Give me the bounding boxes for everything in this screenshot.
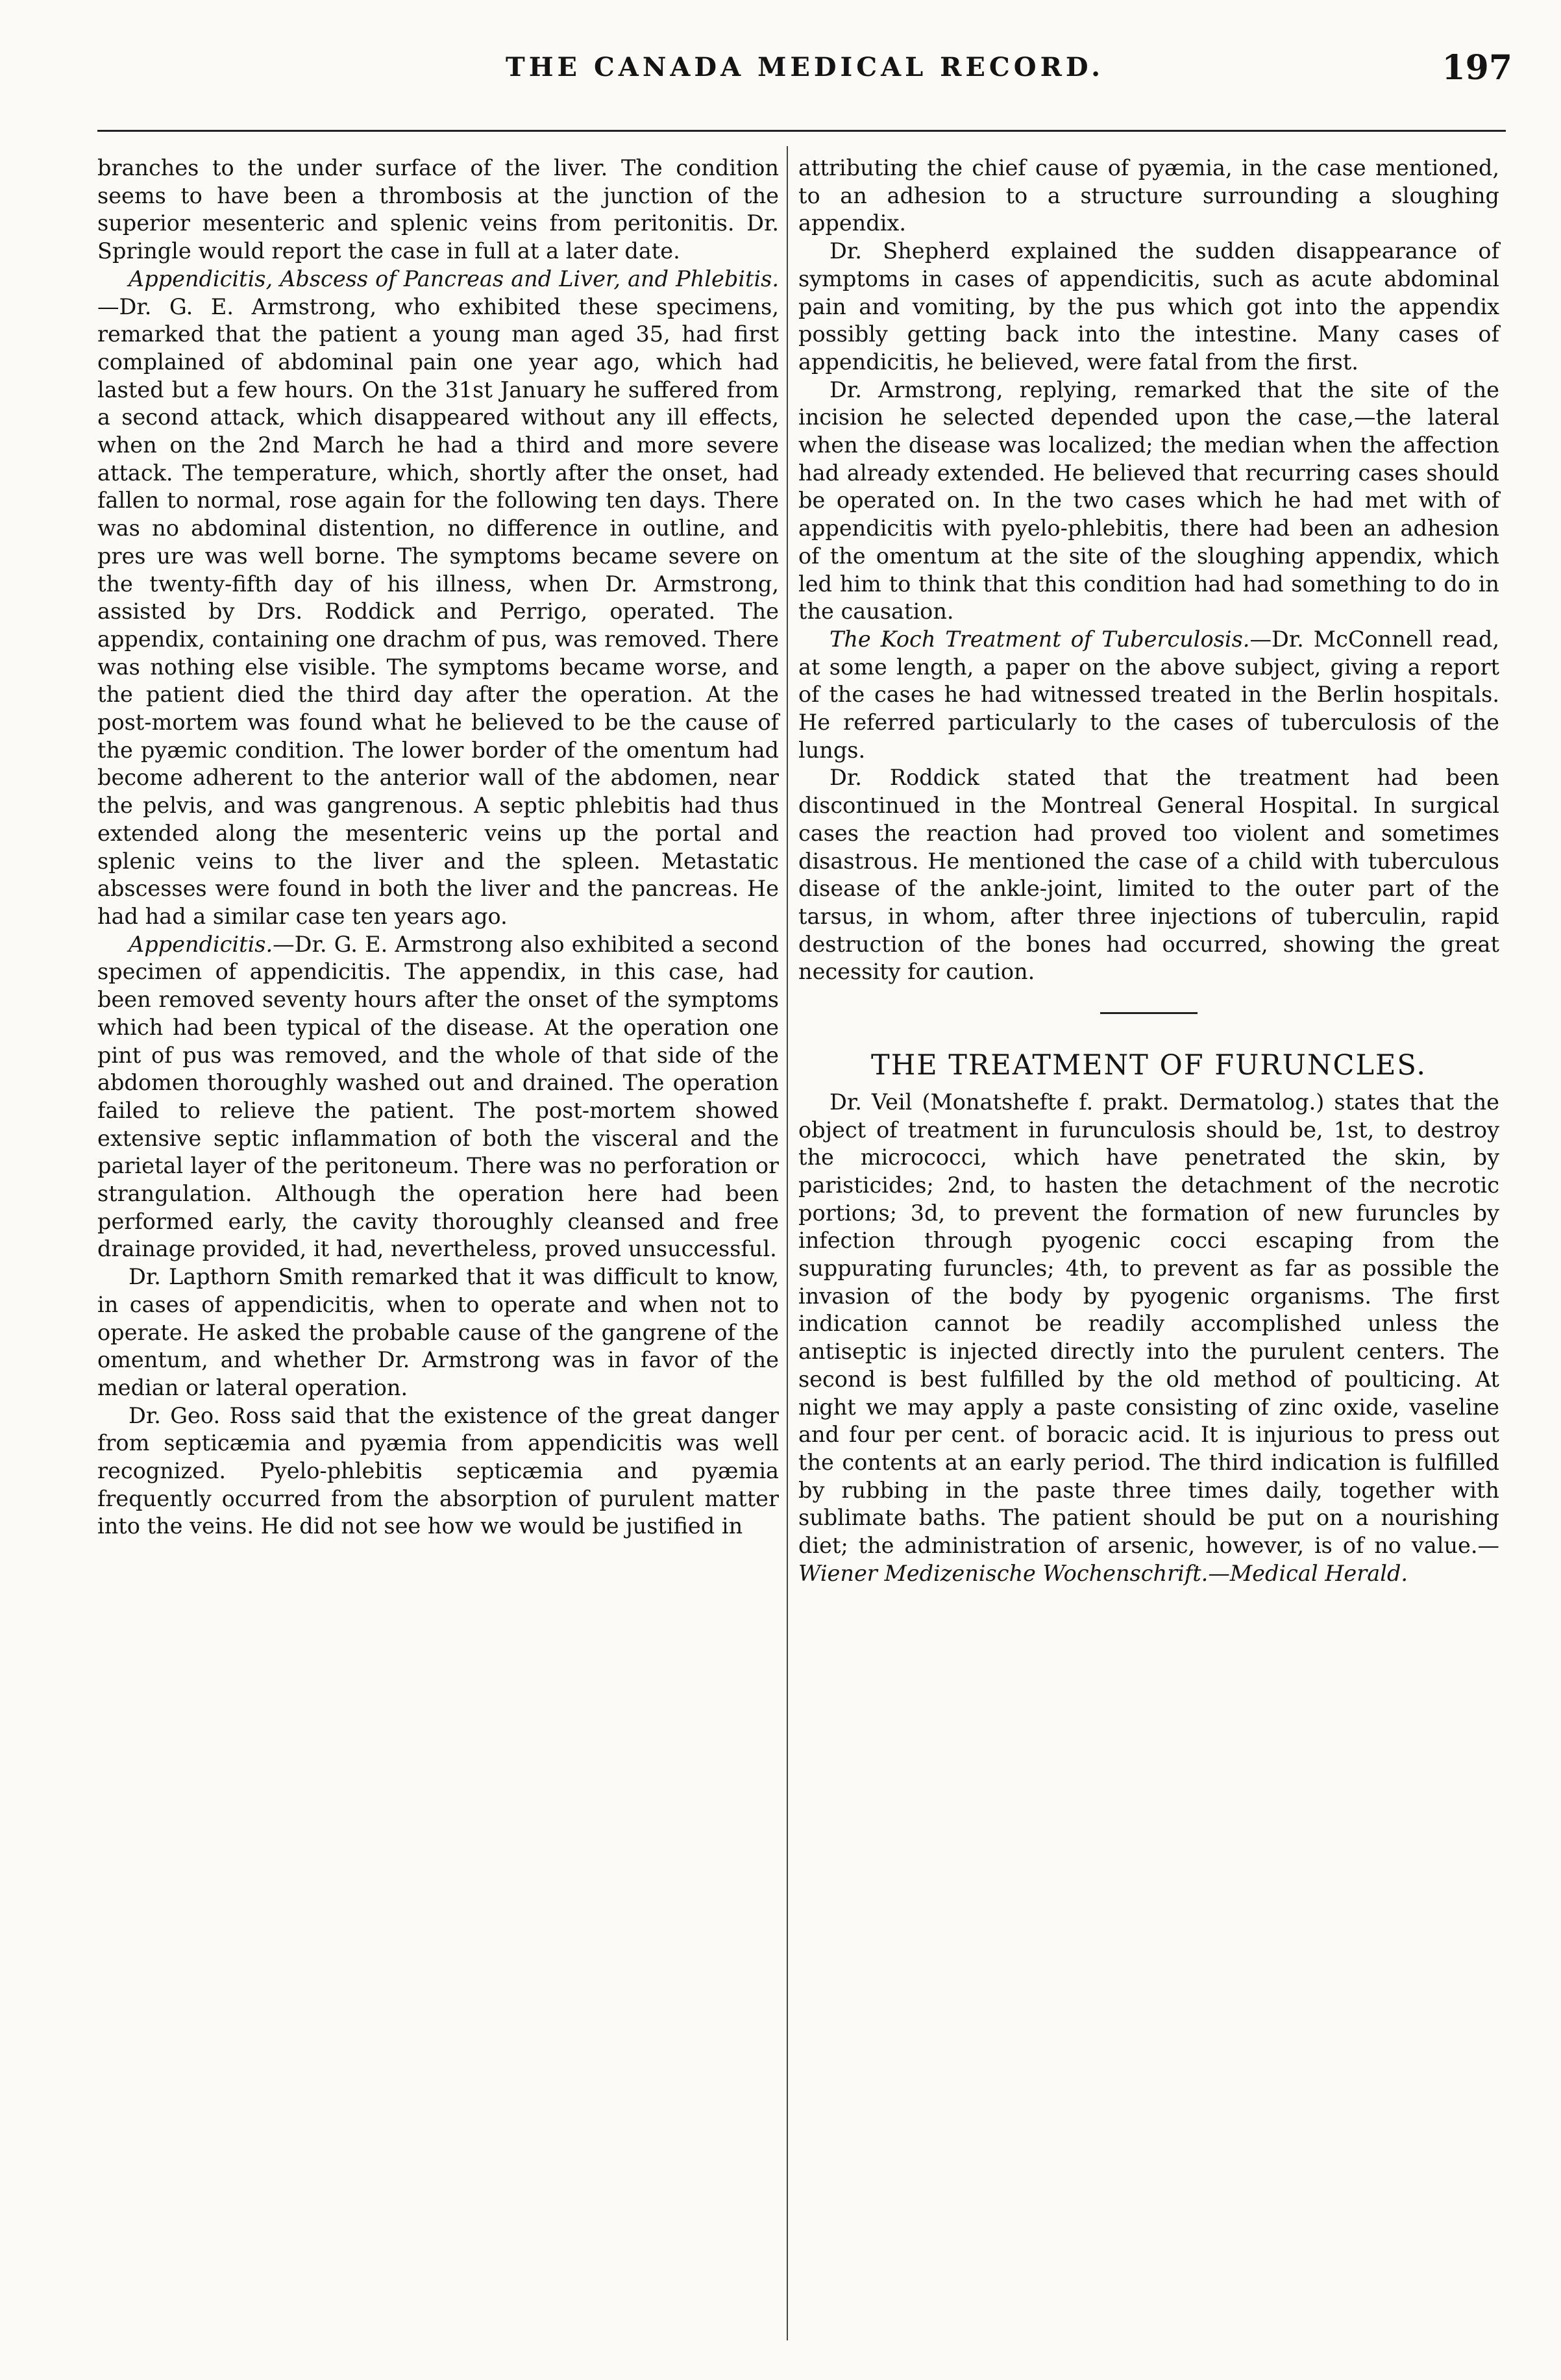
paragraph xyxy=(97,266,779,931)
paragraph: branches to the under surface of the liver. The condition seems to have been a thrombosis at the junction of the superior mesenteric and splenic veins from peritonitis. Dr. Springle would report the case in full at a later date. xyxy=(97,155,779,264)
section-title: THE TREATMENT OF FURUNCLES. xyxy=(871,1049,1427,1082)
page-number: 197 xyxy=(1442,48,1512,88)
running-head xyxy=(97,48,1512,104)
paragraph: Dr. Lapthorn Smith remarked that it was difficult to know, in cases of appendicitis, when to operate and when not to operate. He asked the probable cause of the gangrene of the omentum, and whether Dr. Armstrong was in favor of the median or lateral operation. xyxy=(97,1264,779,1400)
paragraph: Dr. Shepherd explained the sudden disappearance of symptoms in cases of appendicitis, such as acute abdominal pain and vomiting, by the pus which got into the appendix possibly getting back into the intestine. Many cases of appendicitis, he believed, were fatal from the first. xyxy=(798,238,1499,375)
left-column xyxy=(97,155,779,1541)
source-citation: —Wiener Medizenische Wochenschrift.—Medical Herald. xyxy=(798,1533,1499,1586)
header-rule xyxy=(97,130,1506,132)
case-heading: Appendicitis, Abscess of Pancreas and Liver, and Phlebitis. xyxy=(129,266,779,291)
paragraph: Dr. Armstrong, replying, remarked that the site of the incision he selected depended upon the case,—the lateral when the disease was localized; the median when the affection had already extended. He believed that recurring cases should be operated on. In the two cases which he had met with of appendicitis with pyelo-phlebitis, there had been an adhesion of the omentum at the site of the sloughing appendix, which led him to think that this condition had had something to do in the causation. xyxy=(798,377,1499,625)
case-heading: The Koch Treatment of Tuberculosis. xyxy=(830,626,1250,652)
paragraph: Dr. Geo. Ross said that the existence of the great danger from septicæmia and pyæmia from appendicitis was well recognized. Pyelo-phlebitis septicæmia and pyæmia frequently occurred from the absorption of purulent matter into the veins. He did not see how we would be justified in xyxy=(97,1402,779,1539)
paragraph-body: —Dr. G. E. Armstrong, who exhibited these specimens, remarked that the patient a young man aged 35, had first complained of abdominal pain one year ago, which had lasted but a few hours. On the 31st January he suffered from a second attack, which disappeared without any ill effects, when on the 2nd March he had a third and more severe attack. The temperature, which, shortly after the onset, had fallen to normal, rose again for the following ten days. There was no abdominal distention, no difference in outline, and pres ure was well borne. The symptoms became severe on the twenty-fifth day of his illness, when Dr. Armstrong, assisted by Drs. Roddick and Perrigo, operated. The appendix, containing one drachm of pus, was removed. There was nothing else visible. The symptoms became worse, and the patient died the third day after the operation. At the post-mortem was found what he believed to be the cause of the pyæmic condition. The lower border of the omentum had become adherent to the anterior wall of the abdomen, near the pelvis, and was gangrenous. A septic phlebitis had thus extended along the mesenteric veins up the portal and splenic veins to the liver and the spleen. Metastatic abscesses were found in both the liver and the pancreas. He had had a similar case ten years ago. xyxy=(97,293,779,929)
paragraph: attributing the chief cause of pyæmia, in the case mentioned, to an adhesion to a structure surrounding a sloughing appendix. xyxy=(798,155,1499,236)
paragraph xyxy=(97,931,779,1263)
right-column xyxy=(798,155,1499,1587)
paragraph: Dr. Roddick stated that the treatment had been discontinued in the Montreal General Hospital. In surgical cases the reaction had proved too violent and sometimes disastrous. He mentioned the case of a child with tuberculous disease of the ankle-joint, limited to the outer part of the tarsus, in whom, after three injections of tuberculin, rapid destruction of the bones had occurred, showing the great necessity for caution. xyxy=(798,765,1499,985)
paragraph-body: Dr. Veil (Monatshefte f. prakt. Dermatolog.) states that the object of treatment in furunculosis should be, 1st, to destroy the micrococci, which have penetrated the skin, by paristicides; 2nd, to hasten the detachment of the necrotic portions; 3d, to prevent the formation of new furuncles by infection through pyogenic cocci escaping from the suppurating furuncles; 4th, to prevent as far as possible the invasion of the body by pyogenic organisms. The first indication cannot be readily accomplished unless the antiseptic is injected directly into the purulent centers. The second is best fulfilled by the old method of poulticing. At night we may apply a paste consisting of zinc oxide, vaseline and four per cent. of boracic acid. It is injurious to press out the contents at an early period. The third indication is fulfilled by rubbing in the paste three times daily, together with sublimate baths. The patient should be put on a nourishing diet; the administration of arsenic, however, is of no value. xyxy=(798,1089,1499,1559)
paragraph xyxy=(798,626,1499,765)
paragraph-body: —Dr. McConnell read, at some length, a paper on the above subject, giving a report of the cases he had witnessed treated in the Berlin hospitals. He referred particularly to the cases of tuberculosis of the lungs. xyxy=(798,626,1499,763)
section-rule xyxy=(1100,1012,1198,1014)
column-divider xyxy=(787,146,788,2340)
case-heading: Appendicitis. xyxy=(129,931,273,957)
paragraph-body: —Dr. G. E. Armstrong also exhibited a second specimen of appendicitis. The appendix, in this case, had been removed seventy hours after the onset of the symptoms which had been typical of the disease. At the operation one pint of pus was removed, and the whole of that side of the abdomen thoroughly washed out and drained. The operation failed to relieve the patient. The post-mortem showed extensive septic inflammation of both the visceral and the parietal layer of the peritoneum. There was no perforation or strangulation. Although the operation here had been performed early, the cavity thoroughly cleansed and free drainage provided, it had, nevertheless, proved unsuccessful. xyxy=(97,931,779,1262)
journal-title: THE CANADA MEDICAL RECORD. xyxy=(505,52,1104,82)
paragraph xyxy=(798,1089,1499,1588)
